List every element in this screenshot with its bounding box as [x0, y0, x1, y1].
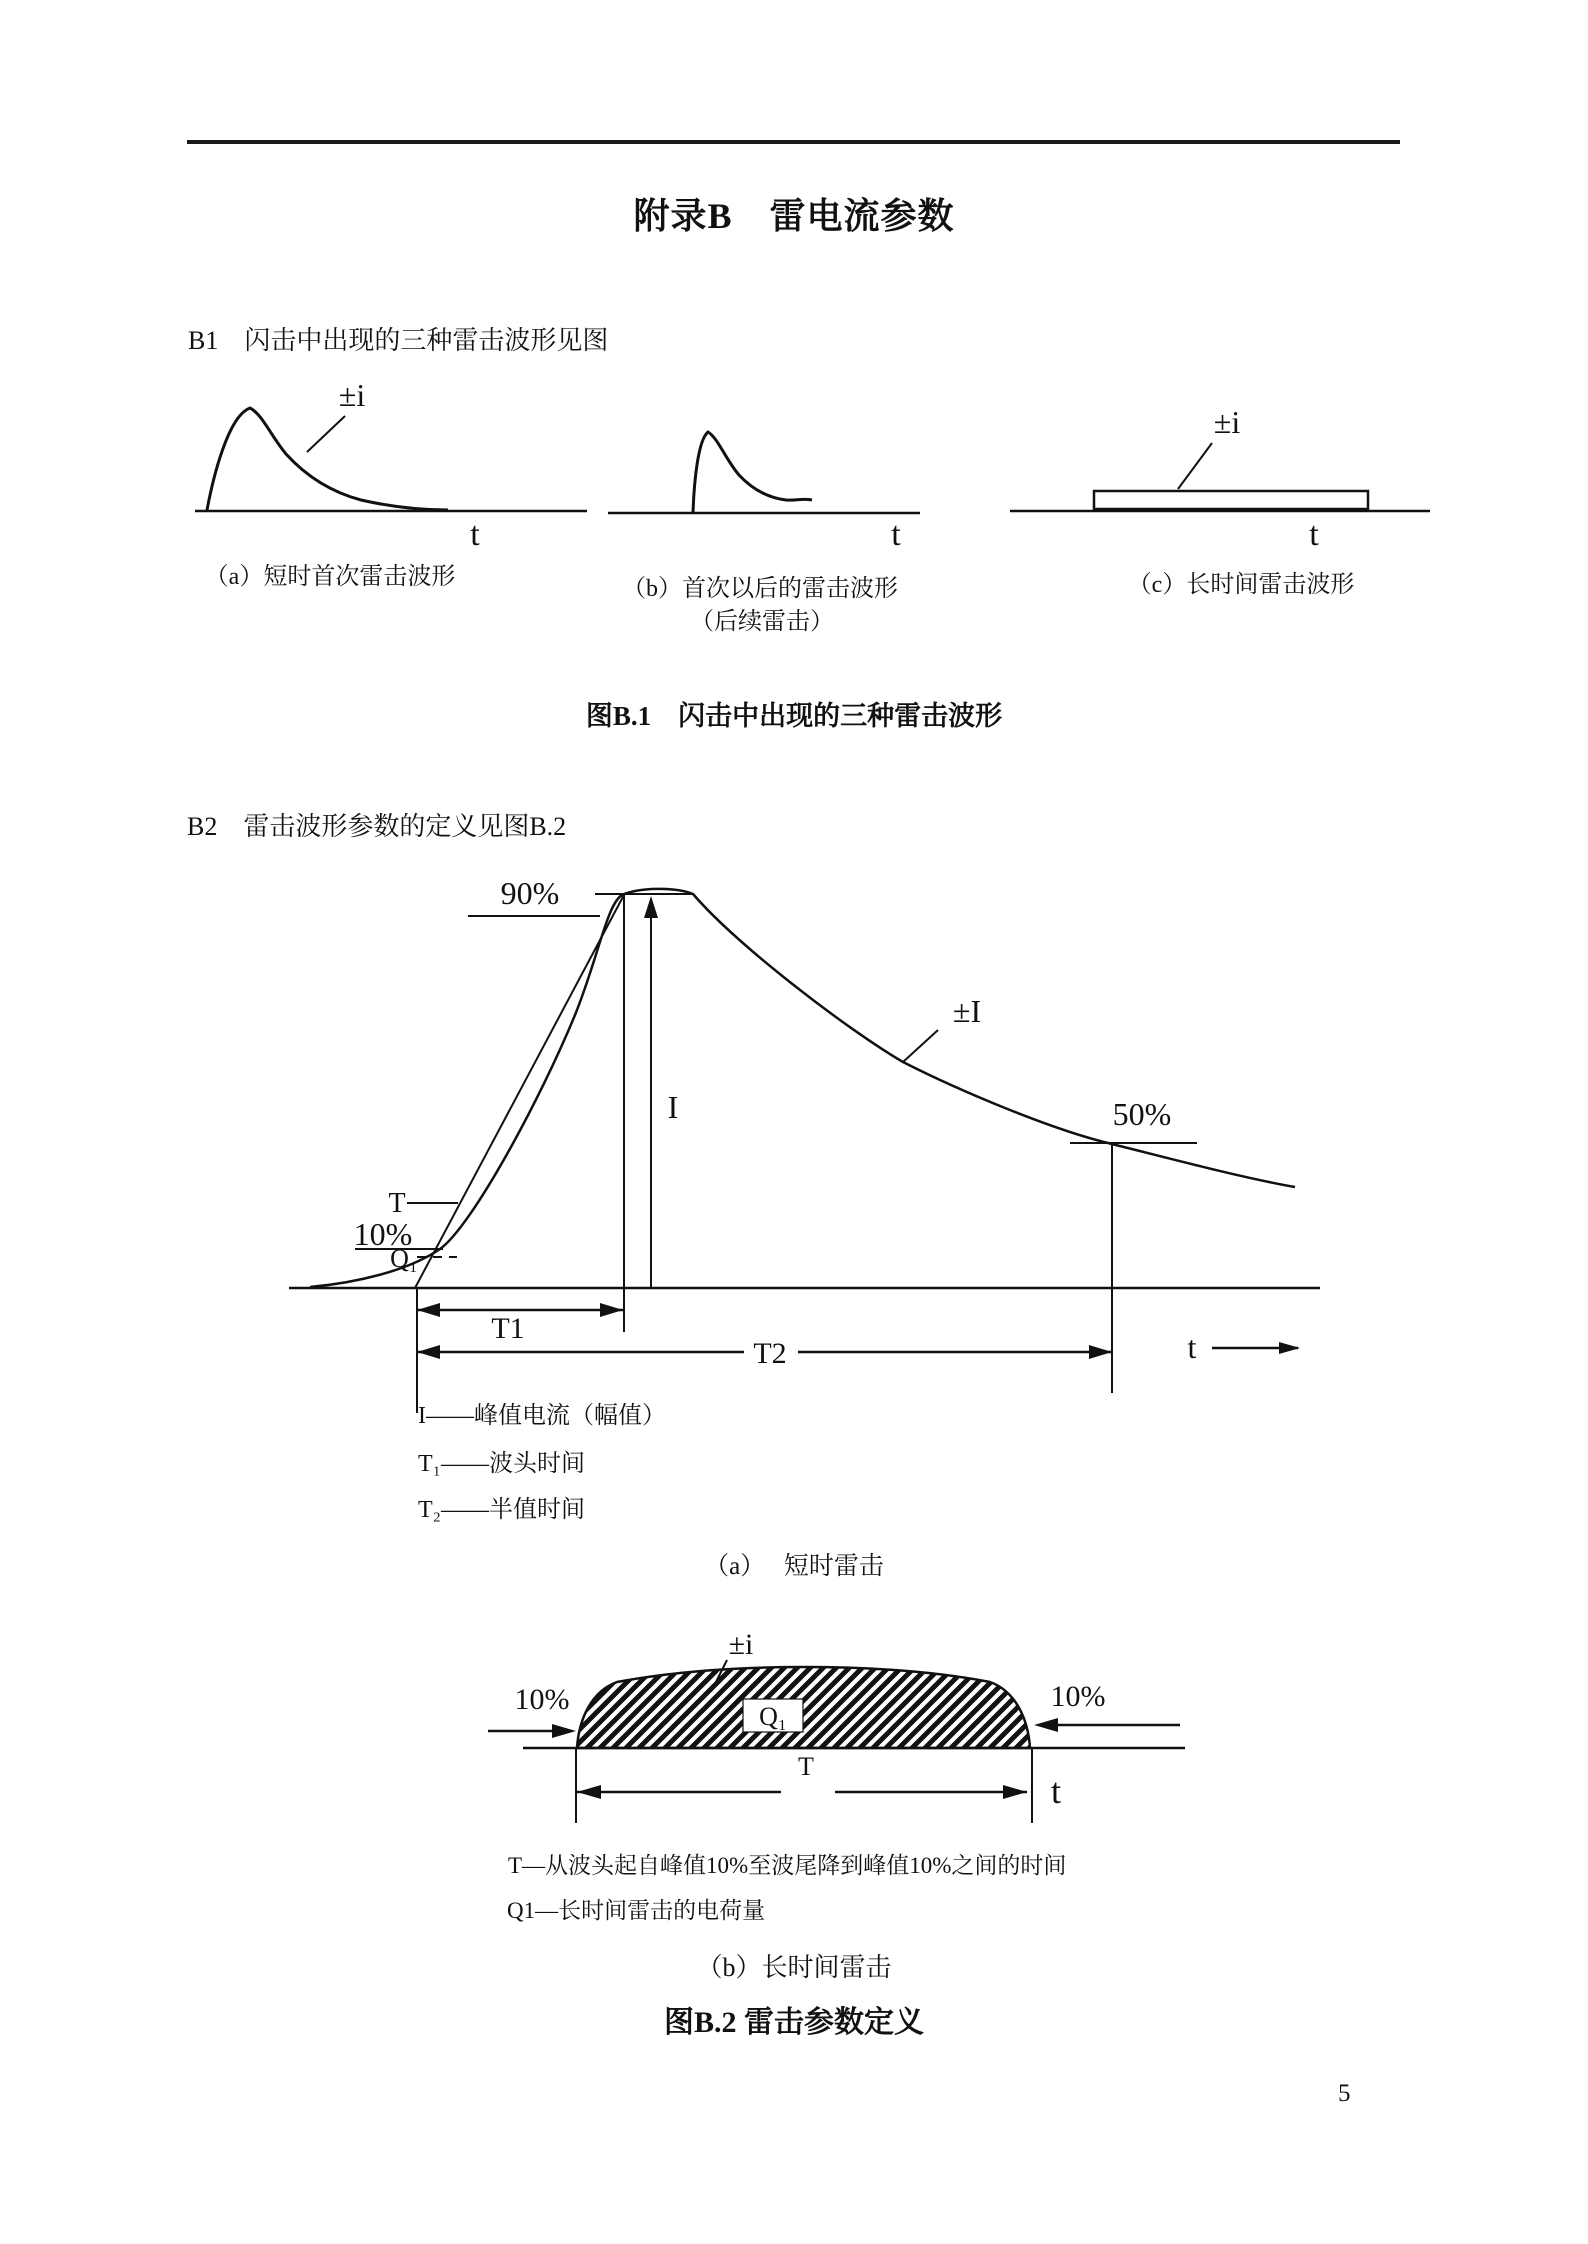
b2a-current-pointer: [903, 1030, 938, 1062]
b2a-legend-i: I——峰值电流（幅值）: [418, 1403, 666, 1429]
b2a-current-label: ±I: [952, 993, 982, 1029]
wave-a-pointer-line: [307, 416, 345, 452]
b2b-time-label: t: [1050, 1771, 1062, 1811]
wave-b-caption-line2: （后续雷击）: [690, 609, 834, 635]
b2a-charge-label: Q₁: [390, 1244, 418, 1273]
figure-b2-caption: 图B.2 雷击参数定义: [663, 2006, 924, 2039]
wave-a-caption: （a）短时首次雷击波形: [204, 564, 456, 590]
section-b2-heading: B2 雷击波形参数的定义见图B.2: [187, 812, 567, 841]
wave-a-current-label: ±i: [338, 377, 366, 413]
wave-c-time-label: t: [1309, 516, 1319, 553]
figure-b1-caption: 图B.1 闪击中出现的三种雷击波形: [585, 701, 1003, 731]
wave-c-pointer-line: [1178, 443, 1212, 489]
b2b-duration-label: T: [798, 1752, 814, 1781]
b2a-legend-t2: T₂——半值时间: [418, 1497, 586, 1523]
wave-c-current-label: ±i: [1213, 404, 1241, 440]
b2b-charge-label: Q₁: [759, 1702, 787, 1731]
wave-a-curve: [207, 408, 448, 510]
b2b-10-right-arrowhead: [1034, 1718, 1058, 1732]
b2a-time-arrowhead: [1279, 1342, 1300, 1354]
b2a-amplitude-arrowhead: [644, 896, 658, 918]
b2a-t2-arrowhead-left: [417, 1345, 440, 1359]
b2b-note-q: Q1—长时间雷击的电荷量: [507, 1898, 766, 1923]
b2b-note-t: T—从波头起自峰值10%至波尾降到峰值10%之间的时间: [508, 1853, 1067, 1878]
page-title: 附录B 雷电流参数: [633, 196, 955, 236]
b2a-10-label: 10%: [353, 1216, 413, 1252]
b2a-t1-label: T1: [491, 1312, 525, 1345]
b2a-t1-arrowhead-right: [600, 1303, 623, 1317]
b2a-legend-t1: T₁——波头时间: [418, 1451, 586, 1477]
b2a-caption: （a） 短时雷击: [704, 1553, 884, 1580]
figure-b2b: [0, 1620, 1588, 1835]
figure-b1: [0, 370, 1588, 660]
page-number: 5: [1338, 2080, 1351, 2107]
b2b-caption: （b）长时间雷击: [696, 1953, 892, 1982]
b2a-amplitude-label: I: [667, 1089, 679, 1125]
b2a-t2-label: T2: [753, 1337, 787, 1370]
b2b-current-label: ±i: [728, 1628, 754, 1661]
wave-b-caption-line1: （b）首次以后的雷击波形: [622, 576, 898, 602]
b2a-t2-arrowhead-right: [1089, 1345, 1112, 1359]
header-rule: [187, 140, 1400, 144]
b2a-tangent-line: [415, 893, 625, 1288]
b2a-curve: [310, 889, 1295, 1287]
b2b-10-left-arrowhead: [552, 1724, 576, 1738]
wave-a-time-label: t: [470, 516, 480, 553]
b2b-duration-arrowhead-left: [577, 1785, 601, 1799]
wave-b-time-label: t: [891, 516, 901, 553]
wave-c-rectangle: [1094, 491, 1368, 509]
b2b-duration-arrowhead-right: [1003, 1785, 1027, 1799]
b2b-10-right-label: 10%: [1050, 1680, 1106, 1713]
b2a-50-label: 50%: [1112, 1096, 1172, 1132]
wave-c-caption: （c）长时间雷击波形: [1127, 572, 1355, 598]
b2a-90-label: 90%: [500, 875, 560, 911]
wave-b-curve: [693, 432, 812, 513]
figure-b2a: [0, 860, 1588, 1430]
b2a-t1-arrowhead-left: [417, 1303, 440, 1317]
section-b1-heading: B1 闪击中出现的三种雷击波形见图: [188, 326, 609, 355]
b2b-10-left-label: 10%: [514, 1683, 570, 1716]
b2a-tangent-label: T: [388, 1188, 406, 1219]
b2a-time-label: t: [1187, 1329, 1197, 1365]
